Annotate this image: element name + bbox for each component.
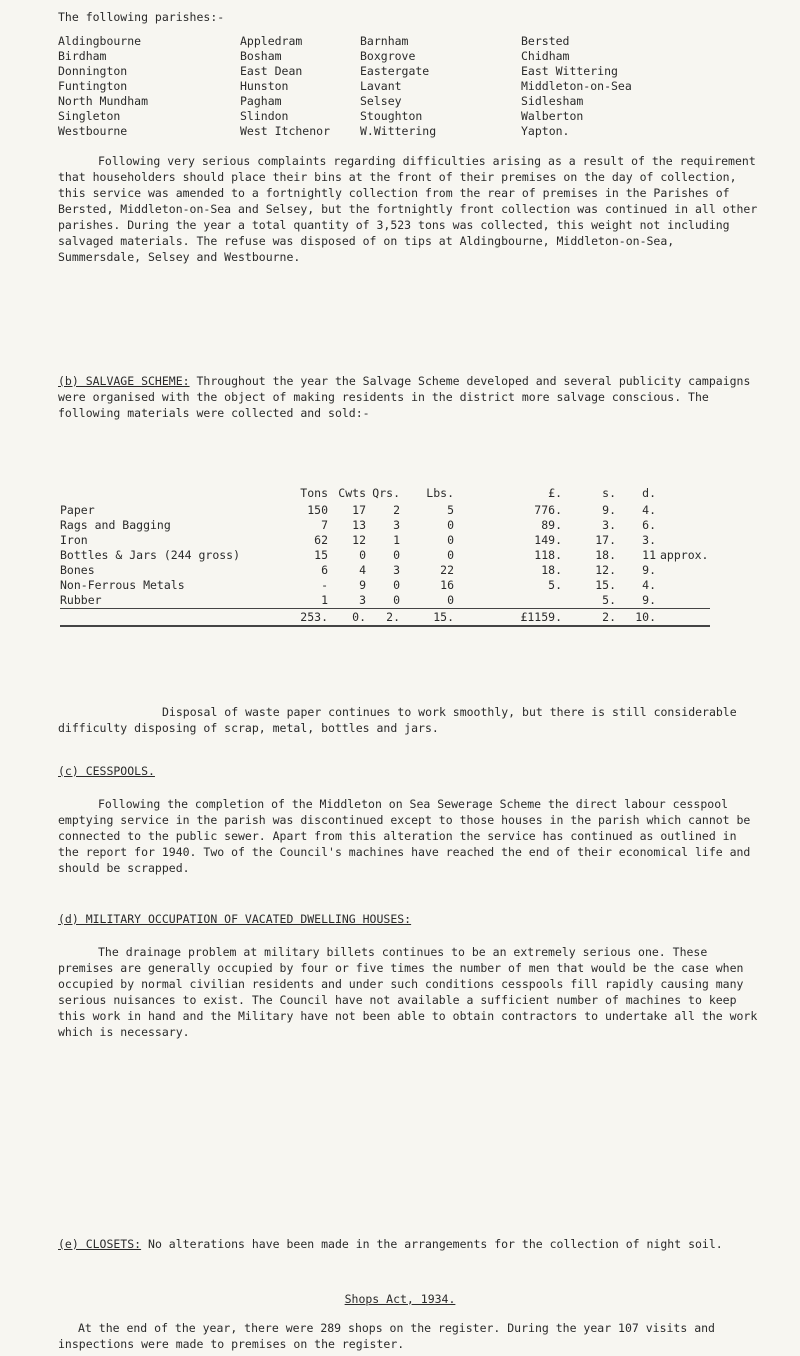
parish-list (58, 34, 721, 139)
parish-name: East Wittering (521, 64, 618, 78)
parish-name: Middleton-on-Sea (521, 79, 632, 93)
col-lbs: Lbs. (426, 485, 454, 500)
parish-name: Birdham (58, 49, 107, 63)
parish-row (58, 64, 721, 79)
parish-name: Selsey (360, 94, 402, 108)
parish-row (58, 79, 721, 94)
parish-name: Slindon (240, 109, 289, 123)
military-paragraph: The drainage problem at military billets continues to be an extremely serious one. These premises are generally occupied by four or five times the number of men that would be the case when occupied by normal civilian residents and under such conditions cesspools fill rapidly causing many serious nuisances to exist. The Council have not available a sufficient number of machines to keep this work in hand and the Military have not been able to obtain contractors to undertake all the work which is necessary. (58, 945, 758, 1039)
cesspools-heading: (c) CESSPOOLS. (58, 764, 155, 778)
shops-act-heading: Shops Act, 1934. (344, 1292, 456, 1306)
salvage-cell: 0 (393, 578, 400, 592)
parish-name: Boxgrove (360, 49, 416, 63)
parish-name: North Mundham (58, 94, 149, 108)
salvage-cell: 2 (393, 503, 400, 517)
col-shillings: s. (602, 485, 616, 500)
refuse-collection-paragraph: Following very serious complaints regarding difficulties arising as a result of the requirement that householders should place their bins at the front of their premises on the day of collection, this service was amended to a fortnightly collection from the rear of premises in the Parishes of Bersted, Middleton-on-Sea and Selsey, but the fortnightly front collection was continued in all other parishes. During the year a total quantity of 3,523 tons was collected, this weight not including salvaged materials. The refuse was disposed of on tips at Aldingbourne, Middleton-on-Sea, Summersdale, Selsey and Westbourne. (58, 154, 758, 264)
total-cell: £1159. (454, 609, 562, 627)
salvage-cell: 17 (352, 503, 366, 517)
salvage-cell: 0 (447, 518, 454, 532)
total-cell: 0. (328, 609, 366, 627)
salvage-heading: (b) SALVAGE SCHEME: (58, 374, 190, 388)
parish-name: Sidlesham (521, 94, 584, 108)
closets-paragraph (58, 1236, 758, 1252)
parish-name: Singleton (58, 109, 121, 123)
salvage-cell: - (321, 578, 328, 592)
salvage-cell (656, 533, 710, 548)
salvage-cell: 13 (352, 518, 366, 532)
total-cell: 2. (366, 609, 400, 627)
salvage-row (60, 578, 710, 593)
parish-row (58, 34, 721, 49)
parish-name: Aldingbourne (58, 34, 142, 48)
salvage-cell: 3 (359, 593, 366, 607)
salvage-cell (656, 503, 710, 518)
salvage-cell (656, 563, 710, 578)
salvage-cell (656, 578, 710, 593)
material-name: Bones (60, 563, 95, 577)
parish-name: Yapton. (521, 124, 570, 138)
shops-act-paragraph: At the end of the year, there were 289 shops on the register. During the year 107 visits and inspections were made to premises on the register. (58, 1321, 715, 1351)
material-name: Non-Ferrous Metals (60, 578, 185, 592)
total-cell: 15. (400, 609, 454, 627)
salvage-cell: 1 (321, 593, 328, 607)
salvage-cell: 16 (440, 578, 454, 592)
closets-text: No alterations have been made in the arrangements for the collection of night soil. (148, 1237, 723, 1251)
material-name: Paper (60, 503, 95, 517)
salvage-cell: 22 (440, 563, 454, 577)
col-cwts: Cwts (338, 485, 366, 500)
salvage-cell: 5. (548, 578, 562, 592)
salvage-cell: 9. (642, 563, 656, 577)
material-name: Rags and Bagging (60, 518, 171, 532)
salvage-cell: 11 (642, 548, 656, 562)
parish-name: Barnham (360, 34, 409, 48)
parish-name: Bosham (240, 49, 282, 63)
salvage-total-row (60, 609, 710, 627)
salvage-row (60, 503, 710, 518)
parish-name: Eastergate (360, 64, 430, 78)
parish-row (58, 94, 721, 109)
col-pence: d. (642, 485, 656, 500)
salvage-cell: 149. (534, 533, 562, 547)
parish-name: Walberton (521, 109, 584, 123)
parish-name: Chidham (521, 49, 570, 63)
salvage-cell: 0 (393, 548, 400, 562)
salvage-cell: 3 (393, 518, 400, 532)
cesspools-paragraph: Following the completion of the Middleton on Sea Sewerage Scheme the direct labour cesspool emptying service in the parish was discontinued except to those houses in the parish which cannot be connected to the public sewer. Apart from this alteration the service has continued as outlined in the report for 1940. Two of the Council's machines have reached the end of their economical life and should be scrapped. (58, 797, 751, 875)
salvage-cell (656, 593, 710, 609)
salvage-cell (454, 593, 562, 609)
salvage-cell: 12. (595, 563, 616, 577)
col-pounds: £. (548, 485, 562, 500)
col-qrs: Qrs. (372, 485, 400, 500)
salvage-cell: 6. (642, 518, 656, 532)
salvage-cell: 12 (352, 533, 366, 547)
salvage-cell: 4. (642, 503, 656, 517)
salvage-row (60, 548, 710, 563)
salvage-cell: 0 (447, 533, 454, 547)
parish-row (58, 49, 721, 64)
waste-paper-paragraph: Disposal of waste paper continues to work smoothly, but there is still considerable difficulty disposing of scrap, metal, bottles and jars. (58, 705, 737, 735)
salvage-cell (656, 518, 710, 533)
salvage-cell: 118. (534, 548, 562, 562)
salvage-cell: 1 (393, 533, 400, 547)
material-name: Bottles & Jars (244 gross) (60, 548, 241, 562)
salvage-cell: 776. (534, 503, 562, 517)
salvage-cell: 3. (642, 533, 656, 547)
parish-row (58, 124, 721, 139)
salvage-cell: 5. (602, 593, 616, 607)
parish-name: Funtington (58, 79, 128, 93)
total-cell: 10. (616, 609, 656, 627)
salvage-cell: 3. (602, 518, 616, 532)
total-cell: 253. (250, 609, 328, 627)
salvage-cell: 6 (321, 563, 328, 577)
salvage-cell: 9. (642, 593, 656, 607)
salvage-cell: 15 (314, 548, 328, 562)
parish-name: West Itchenor (240, 124, 331, 138)
salvage-cell: 18. (595, 548, 616, 562)
total-label (60, 609, 250, 627)
salvage-row (60, 563, 710, 578)
salvage-cell: 0 (359, 548, 366, 562)
salvage-cell: 89. (541, 518, 562, 532)
parish-name: Stoughton (360, 109, 423, 123)
salvage-cell: 0 (447, 593, 454, 607)
parish-name: Lavant (360, 79, 402, 93)
material-name: Rubber (60, 593, 102, 607)
parish-name: Pagham (240, 94, 282, 108)
salvage-cell: 4 (359, 563, 366, 577)
total-cell: 2. (562, 609, 616, 627)
salvage-row (60, 533, 710, 548)
salvage-cell: 0 (447, 548, 454, 562)
military-heading: (d) MILITARY OCCUPATION OF VACATED DWELLING HOUSES: (58, 912, 412, 926)
closets-heading: (e) CLOSETS: (58, 1237, 142, 1251)
parish-name: Hunston (240, 79, 289, 93)
salvage-cell: 5 (447, 503, 454, 517)
col-tons: Tons (300, 485, 328, 500)
salvage-row (60, 518, 710, 533)
parish-name: Bersted (521, 34, 570, 48)
salvage-cell: 15. (595, 578, 616, 592)
salvage-cell: 62 (314, 533, 328, 547)
salvage-cell: approx. (660, 548, 709, 562)
parish-name: Donnington (58, 64, 128, 78)
salvage-cell: 150 (307, 503, 328, 517)
salvage-cell: 9 (359, 578, 366, 592)
salvage-cell: 7 (321, 518, 328, 532)
salvage-cell: 4. (642, 578, 656, 592)
parishes-intro: The following parishes:- (58, 10, 225, 24)
salvage-scheme-paragraph (58, 373, 758, 421)
salvage-text: Throughout the year the Salvage Scheme developed and several publicity campaigns were organised with the object of making residents in the district more salvage conscious. The following materials were collected and sold:- (58, 374, 751, 420)
salvage-cell: 9. (602, 503, 616, 517)
salvage-cell: 17. (595, 533, 616, 547)
salvage-row (60, 593, 710, 609)
salvage-table (60, 483, 710, 627)
parish-name: Westbourne (58, 124, 128, 138)
parish-name: East Dean (240, 64, 303, 78)
total-cell (656, 609, 710, 627)
salvage-cell: 0 (393, 593, 400, 607)
parish-name: Appledram (240, 34, 303, 48)
salvage-cell: 18. (541, 563, 562, 577)
salvage-cell: 3 (393, 563, 400, 577)
parish-name: W.Wittering (360, 124, 437, 138)
parish-row (58, 109, 721, 124)
material-name: Iron (60, 533, 88, 547)
